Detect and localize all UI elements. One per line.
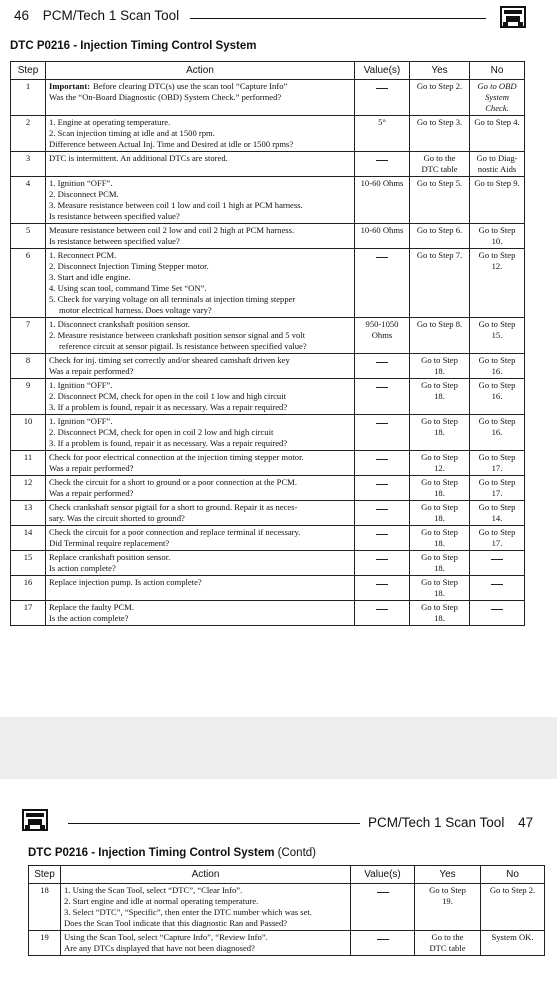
yes-text: Go to Step	[421, 452, 458, 462]
no-cell	[470, 379, 525, 415]
column-header-step: Step	[11, 62, 46, 80]
no-cell	[481, 884, 545, 931]
table-row	[29, 931, 545, 956]
action-cell	[46, 526, 355, 551]
action-line: 3. Measure resistance between coil 1 low and coil 1 high at PCM harness.	[49, 200, 303, 210]
yes-text: 18.	[434, 366, 445, 376]
action-line: reference circuit at sensor pigtail. Is resistance between specified value?	[59, 341, 307, 351]
dash-mark	[376, 423, 388, 424]
no-cell	[470, 476, 525, 501]
manual-logo-icon	[22, 809, 48, 831]
yes-text: Go to Step 3.	[416, 117, 463, 127]
action-text: Before clearing DTC(s) use the scan tool “Capture Info”	[93, 81, 288, 91]
table-header-row	[29, 866, 545, 884]
no-cell	[470, 152, 525, 177]
action-line: 1. Ignition “OFF”.	[49, 380, 113, 390]
dash-mark	[377, 939, 389, 940]
dash-mark	[376, 609, 388, 610]
step-cell: 11	[11, 451, 46, 476]
action-line: Was the “On-Board Diagnostic (OBD) System Check.” performed?	[49, 92, 282, 102]
action-line: 1. Reconnect PCM.	[49, 250, 117, 260]
no-cell	[470, 526, 525, 551]
dash-mark	[376, 160, 388, 161]
dash-mark	[376, 534, 388, 535]
action-cell	[46, 177, 355, 224]
yes-text: 18.	[434, 538, 445, 548]
action-line	[49, 81, 351, 92]
dash-mark	[491, 609, 503, 610]
column-header-no: No	[481, 866, 545, 884]
running-title: PCM/Tech 1 Scan Tool	[42, 8, 180, 23]
action-line: 2. Start engine and idle at normal operating temperature.	[64, 896, 259, 906]
no-text: Go to Step 16.	[478, 355, 516, 376]
action-line: 3. If a problem is found, repair it as necessary. Was a repair required?	[49, 402, 288, 412]
step-cell: 7	[11, 318, 46, 354]
step-cell: 17	[11, 601, 46, 626]
section-title	[28, 847, 316, 859]
yes-text: Go to Step	[421, 380, 458, 390]
yes-text: Go to Step	[421, 602, 458, 612]
section-title: DTC P0216 - Injection Timing Control System	[10, 40, 257, 52]
column-header-yes: Yes	[410, 62, 470, 80]
action-line: Was a repair performed?	[49, 488, 134, 498]
table-row	[29, 884, 545, 931]
no-text: System OK.	[491, 932, 534, 942]
step-cell: 5	[11, 224, 46, 249]
action-line: motor electrical harness. Does voltage vary?	[59, 305, 212, 315]
step-cell: 19	[29, 931, 61, 956]
step-cell: 14	[11, 526, 46, 551]
value-cell	[355, 415, 410, 451]
action-cell	[46, 476, 355, 501]
yes-text: Go to Step	[421, 502, 458, 512]
no-cell	[470, 451, 525, 476]
action-cell	[46, 451, 355, 476]
dash-mark	[376, 88, 388, 89]
step-cell: 12	[11, 476, 46, 501]
yes-text: Go to Step 7.	[416, 250, 463, 260]
table-row	[11, 177, 525, 224]
value-cell	[351, 884, 415, 931]
no-cell	[470, 551, 525, 576]
action-cell	[46, 551, 355, 576]
section-title-contd: (Contd)	[277, 847, 317, 859]
yes-cell	[410, 379, 470, 415]
action-line: Check the circuit for a short to ground or a poor connection at the PCM.	[49, 477, 297, 487]
no-cell	[470, 80, 525, 116]
yes-cell	[410, 476, 470, 501]
column-header-step: Step	[29, 866, 61, 884]
yes-cell	[410, 224, 470, 249]
step-cell: 8	[11, 354, 46, 379]
value-cell	[355, 451, 410, 476]
yes-cell	[410, 415, 470, 451]
action-line: Check crankshaft sensor pigtail for a short to ground. Repair it as neces-	[49, 502, 298, 512]
dash-mark	[376, 362, 388, 363]
step-cell: 18	[29, 884, 61, 931]
no-cell	[481, 931, 545, 956]
yes-text: Go to Step 8.	[416, 319, 463, 329]
important-label: Important:	[49, 81, 91, 91]
value-cell	[355, 576, 410, 601]
action-cell	[46, 80, 355, 116]
no-text: Go to Step 17.	[478, 452, 516, 473]
no-cell	[470, 501, 525, 526]
action-line: 3. Start and idle engine.	[49, 272, 131, 282]
action-cell	[46, 318, 355, 354]
page-gap	[0, 717, 557, 779]
yes-text: Go to Step	[421, 355, 458, 365]
action-line: Was a repair performed?	[49, 463, 134, 473]
no-text: nostic Aids	[477, 164, 517, 174]
table-row	[11, 116, 525, 152]
dash-mark	[376, 387, 388, 388]
no-text: Go to Step 9.	[474, 178, 520, 188]
action-line: 1. Ignition “OFF”.	[49, 178, 113, 188]
no-cell	[470, 177, 525, 224]
no-cell	[470, 576, 525, 601]
action-line: Check the circuit for a poor connection and replace terminal if necessary.	[49, 527, 301, 537]
dtc-table	[10, 61, 525, 626]
no-cell	[470, 354, 525, 379]
yes-text: 18.	[434, 391, 445, 401]
action-cell	[46, 415, 355, 451]
action-line: Does the Scan Tool indicate that this diagnostic Ran and Passed?	[64, 918, 288, 928]
step-cell: 16	[11, 576, 46, 601]
header-rule	[190, 18, 486, 19]
yes-cell	[410, 152, 470, 177]
column-header-action: Action	[46, 62, 355, 80]
running-title: PCM/Tech 1 Scan Tool	[368, 815, 505, 830]
yes-text: 18.	[434, 513, 445, 523]
no-text: Go to Step 16.	[478, 380, 516, 401]
yes-text: DTC table	[421, 164, 458, 174]
no-cell	[470, 249, 525, 318]
value-text: 10-60 Ohms	[360, 178, 404, 188]
yes-text: 18.	[434, 613, 445, 623]
action-line: 2. Scan injection timing at idle and at 1500 rpm.	[49, 128, 215, 138]
yes-cell	[410, 354, 470, 379]
action-line: Replace injection pump. Is action complete?	[49, 577, 202, 587]
value-cell	[355, 601, 410, 626]
table-row	[11, 224, 525, 249]
no-cell	[470, 318, 525, 354]
dash-mark	[376, 484, 388, 485]
action-line: Is action complete?	[49, 563, 116, 573]
table-row	[11, 476, 525, 501]
value-text: 5°	[378, 117, 386, 127]
yes-text: 18.	[434, 588, 445, 598]
dash-mark	[491, 584, 503, 585]
manual-page-47	[0, 779, 557, 1000]
table-row	[11, 415, 525, 451]
action-line: Check for poor electrical connection at the injection timing stepper motor.	[49, 452, 304, 462]
no-text: Go to Step 17.	[478, 477, 516, 498]
value-cell	[355, 80, 410, 116]
step-cell: 6	[11, 249, 46, 318]
step-cell: 4	[11, 177, 46, 224]
table-row	[11, 601, 525, 626]
header-rule	[68, 823, 360, 824]
dash-mark	[377, 892, 389, 893]
action-line: Is resistance between specified value?	[49, 211, 180, 221]
yes-text: 18.	[434, 563, 445, 573]
page-number: 47	[518, 815, 534, 830]
action-cell	[46, 224, 355, 249]
yes-text: 19.	[442, 896, 453, 906]
yes-cell	[410, 80, 470, 116]
yes-text: Go to Step	[429, 885, 466, 895]
value-cell	[355, 177, 410, 224]
action-line: 1. Ignition “OFF”.	[49, 416, 113, 426]
action-line: 2. Disconnect PCM.	[49, 189, 119, 199]
column-header-values: Value(s)	[351, 866, 415, 884]
no-cell	[470, 116, 525, 152]
column-header-yes: Yes	[415, 866, 481, 884]
no-text: Go to Step 16.	[478, 416, 516, 437]
action-line: 1. Disconnect crankshaft position sensor.	[49, 319, 190, 329]
step-cell: 2	[11, 116, 46, 152]
yes-cell	[410, 249, 470, 318]
yes-cell	[410, 601, 470, 626]
dash-mark	[376, 559, 388, 560]
yes-text: Go to Step 5.	[416, 178, 463, 188]
action-cell	[46, 152, 355, 177]
action-cell	[61, 931, 351, 956]
yes-text: Go to Step 2.	[416, 81, 463, 91]
action-line: DTC is intermittent. An additional DTCs are stored.	[49, 153, 228, 163]
yes-text: 12.	[434, 463, 445, 473]
action-line: Is resistance between specified value?	[49, 236, 180, 246]
yes-text: Go to Step	[421, 527, 458, 537]
page-number: 46	[14, 8, 30, 23]
no-text: Go to Step 10.	[478, 225, 516, 246]
no-text: System Check.	[485, 92, 509, 113]
yes-text: Go to Step	[421, 552, 458, 562]
no-text: Go to Step 12.	[478, 250, 516, 271]
step-cell: 9	[11, 379, 46, 415]
action-line: 3. If a problem is found, repair it as necessary. Was a repair required?	[49, 438, 288, 448]
action-cell	[46, 576, 355, 601]
table-row	[11, 501, 525, 526]
action-line: 3. Select “DTC”, “Specific”, then enter the DTC number which was set.	[64, 907, 312, 917]
action-line: Is the action complete?	[49, 613, 129, 623]
step-cell: 15	[11, 551, 46, 576]
action-line: Are any DTCs displayed that have not been diagnosed?	[64, 943, 255, 953]
step-cell: 10	[11, 415, 46, 451]
value-cell	[355, 224, 410, 249]
action-cell	[61, 884, 351, 931]
action-cell	[46, 354, 355, 379]
value-text: 950-1050 Ohms	[365, 319, 399, 340]
action-line: 1. Engine at operating temperature.	[49, 117, 171, 127]
action-line: Difference between Actual Inj. Time and Desired at idle or 1500 rpms?	[49, 139, 294, 149]
no-text: Go to Diag-	[476, 153, 518, 163]
yes-text: Go to Step	[421, 477, 458, 487]
value-cell	[355, 476, 410, 501]
yes-text: DTC table	[429, 943, 466, 953]
dash-mark	[376, 584, 388, 585]
yes-text: 18.	[434, 488, 445, 498]
yes-cell	[415, 931, 481, 956]
no-cell	[470, 601, 525, 626]
table-row	[11, 451, 525, 476]
dash-mark	[376, 257, 388, 258]
value-cell	[355, 526, 410, 551]
dash-mark	[376, 509, 388, 510]
value-cell	[355, 152, 410, 177]
no-cell	[470, 224, 525, 249]
no-cell	[470, 415, 525, 451]
yes-text: Go to Step 6.	[416, 225, 463, 235]
yes-text: Go to Step	[421, 416, 458, 426]
action-cell	[46, 601, 355, 626]
yes-cell	[410, 526, 470, 551]
action-line: 2. Disconnect PCM, check for open in coil 2 low and high circuit	[49, 427, 274, 437]
action-cell	[46, 501, 355, 526]
no-text: Go to Step 14.	[478, 502, 516, 523]
no-text: Go to Step 15.	[478, 319, 516, 340]
action-line: sary. Was the circuit shorted to ground?	[49, 513, 185, 523]
table-row	[11, 249, 525, 318]
yes-cell	[415, 884, 481, 931]
table-row	[11, 318, 525, 354]
yes-text: 18.	[434, 427, 445, 437]
action-line: Was a repair performed?	[49, 366, 134, 376]
no-text: Go to Step 2.	[489, 885, 536, 895]
yes-text: Go to the	[423, 153, 456, 163]
table-row	[11, 576, 525, 601]
step-cell: 1	[11, 80, 46, 116]
action-cell	[46, 249, 355, 318]
action-line: 5. Check for varying voltage on all terminals at injection timing stepper	[49, 294, 296, 304]
table-header-row	[11, 62, 525, 80]
table-row	[11, 379, 525, 415]
dash-mark	[491, 559, 503, 560]
value-cell	[351, 931, 415, 956]
action-line: Replace the faulty PCM.	[49, 602, 134, 612]
action-cell	[46, 116, 355, 152]
action-line: 1. Using the Scan Tool, select “DTC”, “Clear Info”.	[64, 885, 243, 895]
value-cell	[355, 501, 410, 526]
yes-cell	[410, 116, 470, 152]
table-row	[11, 80, 525, 116]
table-row	[11, 354, 525, 379]
page-header	[14, 8, 179, 23]
no-text: Go to Step 17.	[478, 527, 516, 548]
step-cell: 3	[11, 152, 46, 177]
no-text: Go to OBD	[477, 81, 517, 91]
yes-cell	[410, 451, 470, 476]
table-row	[11, 526, 525, 551]
action-line: 2. Measure resistance between crankshaft position sensor signal and 5 volt	[49, 330, 306, 340]
value-cell	[355, 551, 410, 576]
yes-text: Go to Step	[421, 577, 458, 587]
column-header-values: Value(s)	[355, 62, 410, 80]
action-line: Replace crankshaft position sensor.	[49, 552, 171, 562]
column-header-action: Action	[61, 866, 351, 884]
column-header-no: No	[470, 62, 525, 80]
page-header	[368, 815, 533, 830]
action-line: 2. Disconnect Injection Timing Stepper motor.	[49, 261, 209, 271]
value-cell	[355, 116, 410, 152]
action-line: Check for inj. timing set correctly and/or sheared camshaft driven key	[49, 355, 290, 365]
table-row	[11, 551, 525, 576]
action-line: Using the Scan Tool, select “Capture Info”, “Review Info”.	[64, 932, 268, 942]
action-line: 4. Using scan tool, command Time Set “ON”.	[49, 283, 207, 293]
value-cell	[355, 354, 410, 379]
dtc-table-continued	[28, 865, 545, 956]
yes-cell	[410, 576, 470, 601]
section-title-text: DTC P0216 - Injection Timing Control System	[28, 847, 275, 859]
manual-logo-icon	[500, 6, 526, 28]
table-row	[11, 152, 525, 177]
value-text: 10-60 Ohms	[360, 225, 404, 235]
dash-mark	[376, 459, 388, 460]
value-cell	[355, 249, 410, 318]
yes-cell	[410, 318, 470, 354]
yes-cell	[410, 177, 470, 224]
yes-text: Go to the	[431, 932, 464, 942]
action-line: Measure resistance between coil 2 low and coil 2 high at PCM harness.	[49, 225, 295, 235]
value-cell	[355, 318, 410, 354]
no-text: Go to Step 4.	[474, 117, 520, 127]
action-line: Did Terminal require replacement?	[49, 538, 170, 548]
action-cell	[46, 379, 355, 415]
value-cell	[355, 379, 410, 415]
step-cell: 13	[11, 501, 46, 526]
yes-cell	[410, 501, 470, 526]
action-line: 2. Disconnect PCM, check for open in the coil 1 low and high circuit	[49, 391, 286, 401]
yes-cell	[410, 551, 470, 576]
